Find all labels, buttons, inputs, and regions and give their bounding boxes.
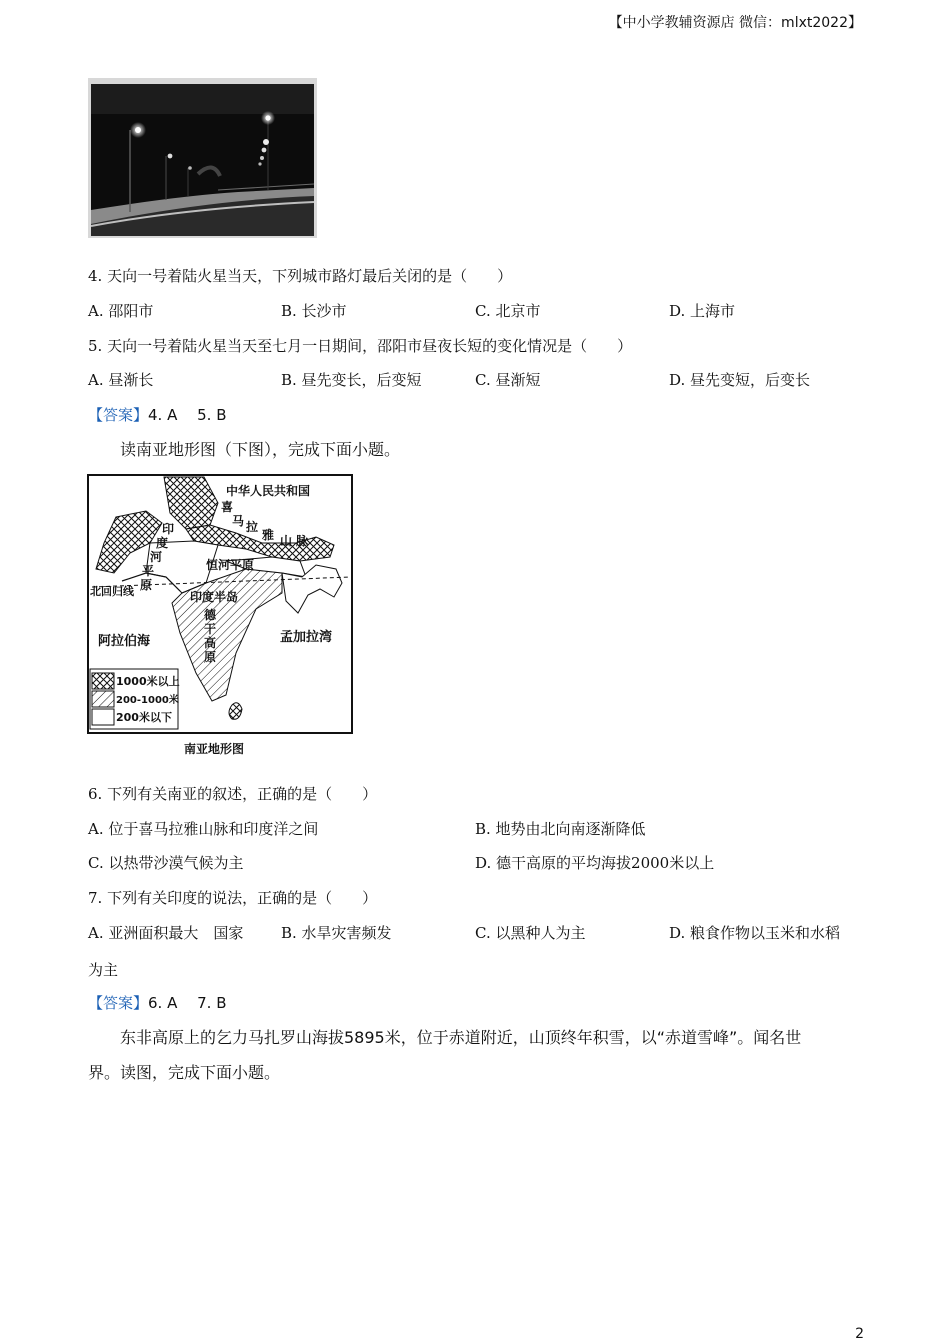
question-4-option-b: B. 长沙市: [281, 302, 347, 320]
question-6-option-b: B. 地势由北向南逐渐降低: [475, 820, 646, 838]
map-label-indus-5: 原: [140, 578, 153, 592]
map-label-indus-1: 印: [162, 522, 175, 536]
question-6-stem: 6. 下列有关南亚的叙述，正确的是（ ）: [88, 785, 378, 803]
map-label-him-1: 喜: [221, 500, 234, 514]
answer-text: 4. A 5. B: [148, 406, 227, 424]
question-7-option-c: C. 以黑种人为主: [475, 924, 586, 942]
intro-kilimanjaro-line-1: 东非高原上的乞力马扎罗山海拔5895米，位于赤道附近，山顶终年积雪，以“赤道雪峰”。闻名世: [120, 1028, 802, 1047]
map-label-him-4: 雅: [262, 528, 275, 542]
map-label-deccan-4: 原: [204, 650, 217, 664]
map-label-deccan-2: 干: [204, 622, 217, 636]
map-label-indus-4: 平: [142, 564, 155, 578]
map-caption: 南亚地形图: [184, 742, 245, 756]
legend-200-1000-label: 200-1000米: [116, 695, 179, 706]
map-label-him-2: 马: [232, 514, 245, 528]
answer-tag: 【答案】: [88, 994, 149, 1012]
question-4-option-c: C. 北京市: [475, 302, 541, 320]
question-7-option-d-continuation: 为主: [88, 961, 119, 979]
question-5-option-b: B. 昼先变长，后变短: [281, 371, 422, 389]
question-4-stem: 4. 天向一号着陆火星当天，下列城市路灯最后关闭的是（ ）: [88, 267, 513, 285]
intro-kilimanjaro-line-2: 界。读图，完成下面小题。: [88, 1063, 281, 1082]
map-label-him-5: 山: [280, 534, 293, 548]
intro-kilimanjaro: [88, 1020, 863, 1090]
map-label-bay-of-bengal: 孟加拉湾: [280, 630, 333, 645]
night-road-photo: [88, 78, 317, 238]
answer-block-1: [88, 404, 227, 425]
question-5-option-d: D. 昼先变短，后变长: [669, 371, 811, 389]
question-5-stem: 5. 天向一号着陆火星当天至七月一日期间，邵阳市昼夜长短的变化情况是（ ）: [88, 337, 633, 355]
map-label-arabian-sea: 阿拉伯海: [98, 634, 151, 649]
question-4-option-d: D. 上海市: [669, 302, 736, 320]
question-5-option-c: C. 昼渐短: [475, 371, 541, 389]
question-7-option-a: A. 亚洲面积最大 国家: [88, 924, 244, 942]
map-label-china: 中华人民共和国: [226, 484, 311, 498]
legend-200-label: 200米以下: [116, 711, 172, 724]
map-label-indus-2: 度: [156, 536, 169, 550]
map-label-deccan-3: 高: [204, 636, 217, 650]
question-4-option-a: A. 邵阳市: [88, 302, 154, 320]
legend-1000-label: 1000米以上: [116, 675, 180, 688]
south-asia-terrain-map: [86, 473, 354, 735]
question-7-option-b: B. 水旱灾害频发: [281, 924, 392, 942]
question-6-option-d: D. 德干高原的平均海拔2000米以上: [475, 854, 715, 872]
map-label-tropic: 北回归线: [90, 585, 134, 598]
map-label-him-6: 脉: [296, 534, 309, 548]
map-label-him-3: 拉: [246, 520, 259, 534]
answer-text: 6. A 7. B: [148, 994, 227, 1012]
question-7-stem: 7. 下列有关印度的说法，正确的是（ ）: [88, 889, 378, 907]
answer-tag: 【答案】: [88, 406, 149, 424]
question-6-option-a: A. 位于喜马拉雅山脉和印度洋之间: [88, 820, 319, 838]
map-label-indus-3: 河: [150, 550, 163, 564]
question-5-option-a: A. 昼渐长: [88, 371, 154, 389]
page-number: 2: [855, 1326, 864, 1342]
map-label-peninsula: 印度半岛: [190, 590, 239, 604]
intro-south-asia: 读南亚地形图（下图），完成下面小题。: [120, 440, 401, 459]
question-7-option-d: D. 粮食作物以玉米和水稻: [669, 924, 841, 942]
map-label-deccan-1: 德: [204, 608, 217, 622]
header-note: 【中小学教辅资源店 微信：mlxt2022】: [608, 15, 862, 31]
answer-block-2: [88, 992, 227, 1013]
map-label-ganges: 恒河平原: [206, 558, 255, 572]
question-6-option-c: C. 以热带沙漠气候为主: [88, 854, 244, 872]
